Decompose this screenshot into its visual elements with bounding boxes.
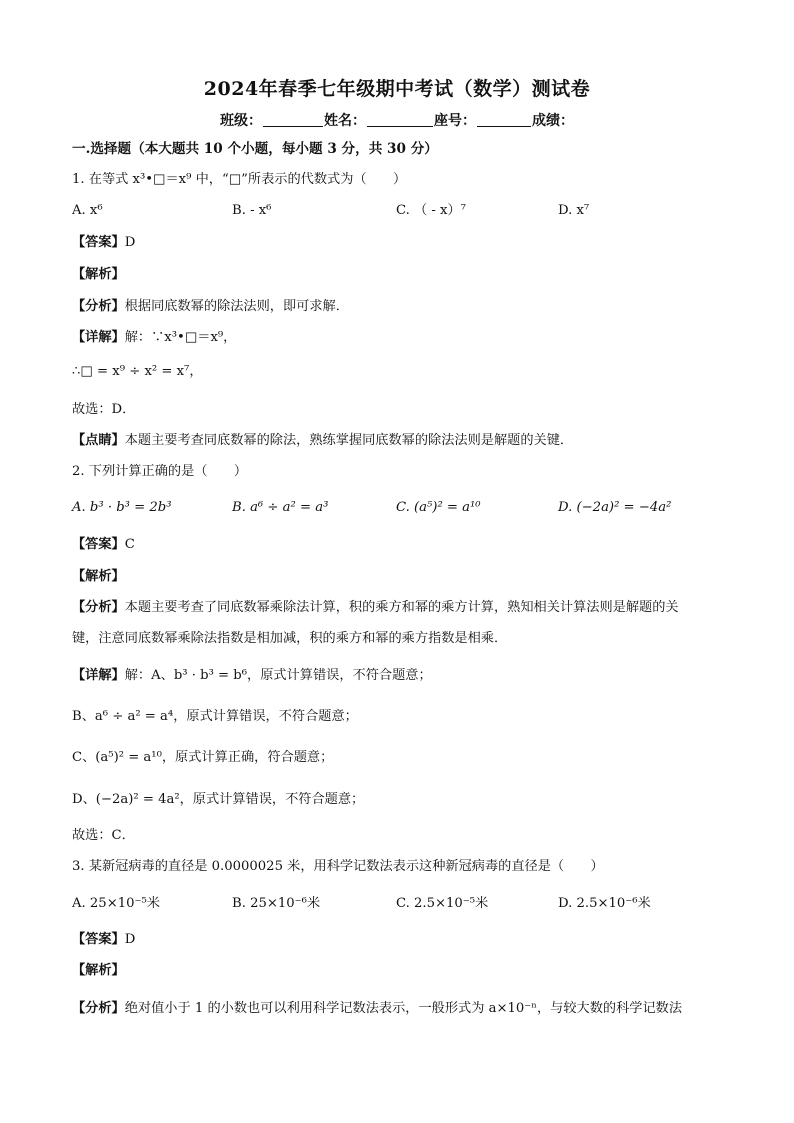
class-label: 班级：	[220, 113, 262, 129]
q2-choose: 故选：C．	[72, 828, 135, 843]
q2-option-c: C. (a⁵)² = a¹⁰	[396, 500, 481, 515]
q2-stem: 2. 下列计算正确的是（ ）	[72, 464, 248, 479]
q2-option-d: D. (−2a)² = −4a²	[558, 500, 672, 515]
fenxi-tag: 【分析】	[72, 1001, 125, 1016]
answer-value: D	[124, 932, 136, 947]
q2-analysis-tag: 【解析】	[72, 569, 125, 584]
q1-answer	[72, 234, 135, 252]
detail-tag: 【详解】	[72, 330, 125, 345]
q2-detail-d: D、(−2a)² = 4a²，原式计算错误，不符合题意；	[72, 792, 365, 807]
comment-text: 本题主要考查同底数幂的除法，熟练掌握同底数幂的除法法则是解题的关键．	[124, 433, 574, 448]
q3-answer	[72, 931, 135, 949]
q3-fenxi	[72, 1000, 682, 1018]
class-blank[interactable]	[263, 112, 323, 127]
answer-value: C	[124, 537, 135, 552]
answer-tag: 【答案】	[72, 537, 125, 552]
q1-stem: 1. 在等式 x³•□＝x⁹ 中，“□”所表示的代数式为（ ）	[72, 172, 407, 187]
seat-blank[interactable]	[477, 112, 531, 127]
q1-option-c: C. （ - x）⁷	[396, 203, 466, 218]
q2-detail-c: C、(a⁵)² = a¹⁰，原式计算正确，符合题意；	[72, 750, 334, 765]
fenxi-text: 根据同底数幂的除法法则，即可求解．	[124, 299, 349, 314]
q2-fenxi	[72, 599, 679, 617]
q2-option-b: B. a⁶ ÷ a² = a³	[232, 500, 329, 515]
answer-value: D	[124, 235, 136, 250]
q1-fenxi	[72, 298, 349, 316]
comment-tag: 【点睛】	[72, 433, 125, 448]
q1-comment	[72, 432, 573, 450]
answer-tag: 【答案】	[72, 932, 125, 947]
q1-analysis-tag: 【解析】	[72, 267, 125, 282]
answer-tag: 【答案】	[72, 235, 125, 250]
q1-option-b: B. - x⁶	[232, 203, 272, 218]
q1-detail-2: ∴□ = x⁹ ÷ x² = x⁷，	[72, 364, 203, 379]
fenxi-text: 绝对值小于 1 的小数也可以利用科学记数法表示，一般形式为 a×10⁻ⁿ，与较大数的科学记数法	[124, 1001, 683, 1016]
q3-analysis-tag: 【解析】	[72, 963, 125, 978]
page-title: 2024年春季七年级期中考试（数学）测试卷	[203, 78, 591, 100]
fenxi-tag: 【分析】	[72, 299, 125, 314]
q3-option-c: C. 2.5×10⁻⁵米	[396, 896, 489, 911]
name-blank[interactable]	[367, 112, 433, 127]
q2-answer	[72, 536, 135, 554]
q3-option-a: A. 25×10⁻⁵米	[72, 896, 160, 911]
q2-fenxi-2: 键，注意同底数幂乘除法指数是相加减，积的乘方和幂的乘方指数是相乘．	[72, 631, 508, 646]
q1-choose: 故选：D．	[72, 402, 136, 417]
q2-detail-a	[72, 667, 432, 685]
fenxi-text: 本题主要考查了同底数幂乘除法计算，积的乘方和幂的乘方计算，熟知相关计算法则是解题的关	[124, 600, 679, 615]
q2-detail-b: B、a⁶ ÷ a² = a⁴，原式计算错误，不符合题意；	[72, 709, 358, 724]
seat-label: 座号：	[434, 113, 476, 129]
detail-text: 解：A、b³ · b³ = b⁶，原式计算错误，不符合题意；	[124, 668, 432, 683]
q1-option-a: A. x⁶	[72, 203, 103, 218]
q3-option-b: B. 25×10⁻⁶米	[232, 896, 321, 911]
name-label: 姓名：	[324, 113, 366, 129]
q3-stem: 3. 某新冠病毒的直径是 0.0000025 米，用科学记数法表示这种新冠病毒的直径是（ ）	[72, 859, 604, 874]
q3-option-d: D. 2.5×10⁻⁶米	[558, 896, 651, 911]
fenxi-tag: 【分析】	[72, 600, 125, 615]
q2-option-a: A. b³ · b³ = 2b³	[72, 500, 172, 515]
score-label: 成绩：	[532, 113, 574, 129]
detail-tag: 【详解】	[72, 668, 125, 683]
q1-detail	[72, 329, 236, 347]
q1-option-d: D. x⁷	[558, 203, 590, 218]
student-info-row	[0, 110, 794, 130]
section-heading: 一.选择题（本大题共 10 个小题，每小题 3 分，共 30 分）	[72, 141, 438, 157]
detail-text: 解：∵x³•□＝x⁹，	[124, 330, 237, 345]
